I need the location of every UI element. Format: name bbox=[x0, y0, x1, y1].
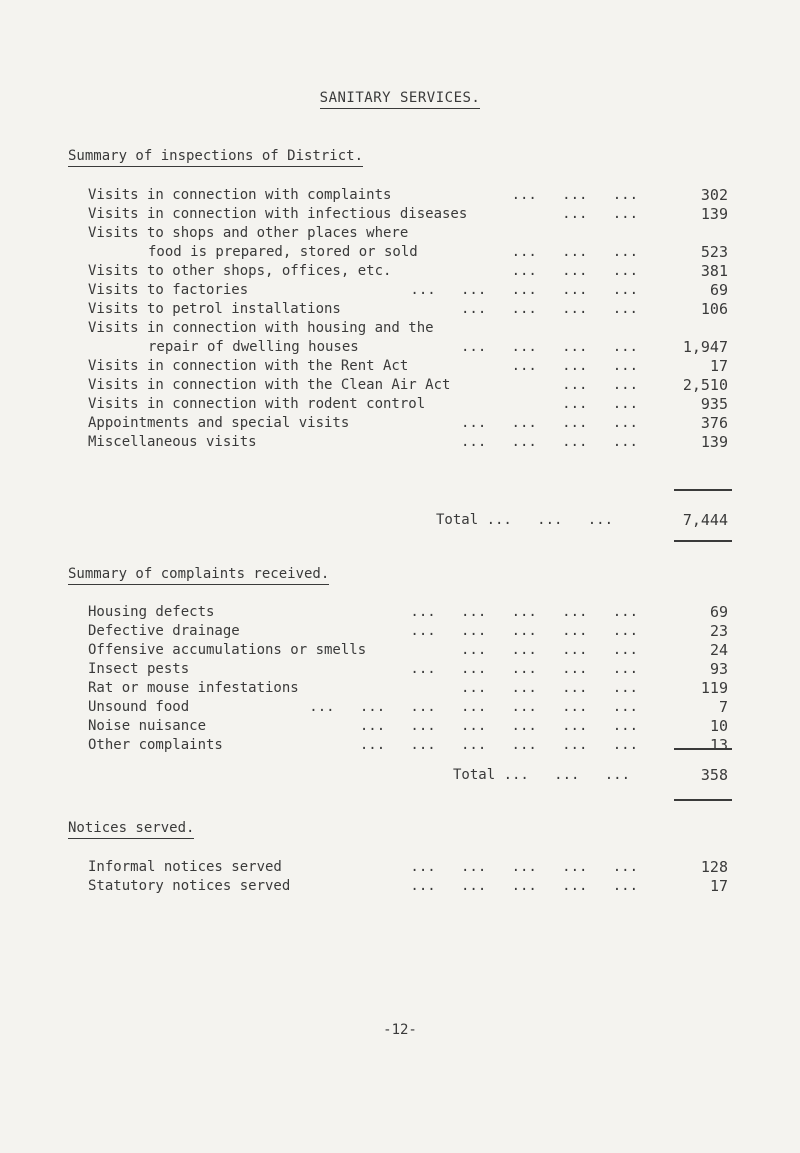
item-value: 17 bbox=[709, 357, 728, 375]
leader-dots: ... ... ... ... ... bbox=[410, 878, 638, 894]
list-item bbox=[88, 660, 728, 679]
complaints-list bbox=[88, 603, 728, 755]
item-value: 302 bbox=[700, 186, 728, 204]
item-label: Housing defects bbox=[88, 604, 215, 620]
leader-dots: ... ... ... ... ... ... bbox=[359, 737, 638, 753]
item-value: 381 bbox=[700, 262, 728, 280]
item-value: 376 bbox=[700, 414, 728, 432]
list-item bbox=[88, 698, 728, 717]
total-value: 358 bbox=[700, 766, 728, 784]
leader-dots: ... ... bbox=[562, 396, 638, 412]
leader-dots: ... ... ... ... ... bbox=[410, 282, 638, 298]
leader-dots: ... ... bbox=[562, 377, 638, 393]
total-value: 7,444 bbox=[682, 511, 728, 529]
item-label: Visits in connection with housing and the bbox=[88, 320, 434, 336]
inspections-total-row bbox=[88, 510, 728, 530]
item-label: Visits in connection with infectious diseases bbox=[88, 206, 468, 222]
item-label: Visits to shops and other places where bbox=[88, 225, 409, 241]
list-item bbox=[88, 603, 728, 622]
notices-list bbox=[88, 858, 728, 896]
item-value: 13 bbox=[709, 736, 728, 754]
item-label: Offensive accumulations or smells bbox=[88, 642, 367, 658]
item-label: Statutory notices served bbox=[88, 878, 291, 894]
item-value: 1,947 bbox=[682, 338, 728, 356]
list-item bbox=[88, 877, 728, 896]
item-label: Noise nuisance bbox=[88, 718, 207, 734]
item-label: Informal notices served bbox=[88, 859, 282, 875]
item-value: 2,510 bbox=[682, 376, 728, 394]
leader-dots: ... ... ... ... bbox=[460, 339, 638, 355]
list-item bbox=[88, 414, 728, 433]
item-label: Insect pests bbox=[88, 661, 190, 677]
list-item bbox=[88, 736, 728, 755]
list-item bbox=[88, 224, 728, 243]
complaints-total-rule-top bbox=[674, 748, 732, 750]
item-label: repair of dwelling houses bbox=[148, 339, 359, 355]
item-label: Other complaints bbox=[88, 737, 223, 753]
item-value: 935 bbox=[700, 395, 728, 413]
leader-dots: ... ... ... bbox=[511, 263, 638, 279]
list-item bbox=[88, 281, 728, 300]
item-value: 523 bbox=[700, 243, 728, 261]
leader-dots: ... ... ... ... bbox=[460, 680, 638, 696]
list-item bbox=[88, 717, 728, 736]
list-item bbox=[88, 357, 728, 376]
leader-dots: ... ... ... ... ... bbox=[410, 661, 638, 677]
leader-dots: ... ... ... bbox=[511, 187, 638, 203]
item-value: 24 bbox=[709, 641, 728, 659]
list-item bbox=[88, 262, 728, 281]
item-label: Defective drainage bbox=[88, 623, 240, 639]
page-title: SANITARY SERVICES. bbox=[0, 90, 800, 106]
list-item bbox=[88, 319, 728, 338]
leader-dots: ... ... bbox=[562, 206, 638, 222]
item-label: food is prepared, stored or sold bbox=[148, 244, 418, 260]
item-value: 139 bbox=[700, 433, 728, 451]
leader-dots: ... ... ... ... bbox=[460, 415, 638, 431]
list-item bbox=[88, 205, 728, 224]
list-item bbox=[88, 338, 728, 357]
list-item bbox=[88, 622, 728, 641]
leader-dots: ... ... ... ... ... ... ... bbox=[309, 699, 638, 715]
complaints-total-rule-bottom bbox=[674, 799, 732, 801]
list-item bbox=[88, 186, 728, 205]
item-label: Visits in connection with the Rent Act bbox=[88, 358, 409, 374]
inspections-total-rule-bottom bbox=[674, 540, 732, 542]
complaints-total-row bbox=[88, 765, 728, 785]
item-label: Visits to factories bbox=[88, 282, 249, 298]
complaints-heading: Summary of complaints received. bbox=[68, 566, 329, 582]
leader-dots: ... ... ... ... ... bbox=[410, 623, 638, 639]
item-value: 93 bbox=[709, 660, 728, 678]
list-item bbox=[88, 300, 728, 319]
inspections-list bbox=[88, 186, 728, 452]
item-value: 139 bbox=[700, 205, 728, 223]
list-item bbox=[88, 858, 728, 877]
item-value: 119 bbox=[700, 679, 728, 697]
item-value: 69 bbox=[709, 603, 728, 621]
leader-dots: ... ... ... ... bbox=[460, 434, 638, 450]
item-label: Miscellaneous visits bbox=[88, 434, 257, 450]
item-label: Visits to petrol installations bbox=[88, 301, 341, 317]
item-value: 23 bbox=[709, 622, 728, 640]
leader-dots: ... ... ... ... bbox=[460, 301, 638, 317]
item-label: Appointments and special visits bbox=[88, 415, 350, 431]
list-item bbox=[88, 679, 728, 698]
inspections-heading: Summary of inspections of District. bbox=[68, 148, 363, 164]
item-value: 17 bbox=[709, 877, 728, 895]
list-item bbox=[88, 243, 728, 262]
total-label: Total ... ... ... bbox=[453, 767, 631, 783]
item-label: Visits in connection with complaints bbox=[88, 187, 392, 203]
leader-dots: ... ... ... ... ... bbox=[410, 859, 638, 875]
item-value: 128 bbox=[700, 858, 728, 876]
item-label: Unsound food bbox=[88, 699, 190, 715]
leader-dots: ... ... ... bbox=[511, 358, 638, 374]
item-value: 69 bbox=[709, 281, 728, 299]
item-value: 7 bbox=[718, 698, 728, 716]
leader-dots: ... ... ... bbox=[511, 244, 638, 260]
total-label: Total ... ... ... bbox=[436, 512, 614, 528]
leader-dots: ... ... ... ... ... ... bbox=[359, 718, 638, 734]
page-number: -12- bbox=[383, 1022, 417, 1038]
item-label: Visits in connection with rodent control bbox=[88, 396, 426, 412]
inspections-total-rule-top bbox=[674, 489, 732, 491]
item-label: Visits to other shops, offices, etc. bbox=[88, 263, 392, 279]
list-item bbox=[88, 641, 728, 660]
list-item bbox=[88, 433, 728, 452]
item-value: 10 bbox=[709, 717, 728, 735]
item-label: Rat or mouse infestations bbox=[88, 680, 299, 696]
list-item bbox=[88, 395, 728, 414]
list-item bbox=[88, 376, 728, 395]
item-label: Visits in connection with the Clean Air Act bbox=[88, 377, 451, 393]
leader-dots: ... ... ... ... ... bbox=[410, 604, 638, 620]
item-value: 106 bbox=[700, 300, 728, 318]
leader-dots: ... ... ... ... bbox=[460, 642, 638, 658]
notices-heading: Notices served. bbox=[68, 820, 194, 836]
